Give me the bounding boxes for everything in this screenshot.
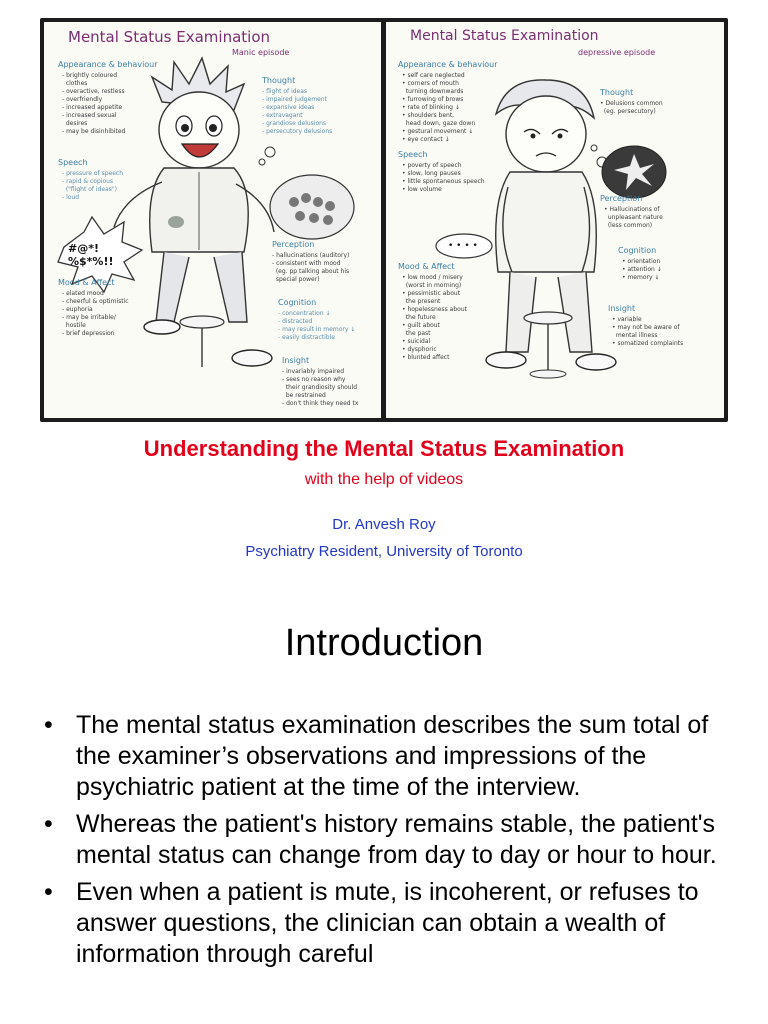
manic-cognition-heading: Cognition: [278, 298, 317, 307]
depressive-insight-notes: • variable • may not be aware of mental illness • somatized complaints: [612, 316, 684, 347]
bullet-dot-icon: •: [44, 810, 53, 838]
depressive-appearance-heading: Appearance & behaviour: [398, 60, 498, 69]
manic-appearance-heading: Appearance & behaviour: [58, 60, 158, 69]
manic-page-title: Mental Status Examination: [68, 28, 271, 46]
bullet-text: The mental status examination describes the sum total of the examiner’s observations and impressions of the psychiatric patient at the time of the interview.: [76, 711, 709, 801]
slide-title: Introduction: [284, 622, 484, 664]
manic-perception-heading: Perception: [272, 240, 315, 249]
depressive-speech-notes: • poverty of speech • slow, long pauses • little spontaneous speech • low volume: [402, 162, 485, 193]
depressive-perception-notes: • Hallucinations of unpleasant nature (less common): [604, 206, 663, 229]
author-name: Dr. Anvesh Roy: [332, 516, 436, 533]
manic-insight-notes: - invariably impaired - sees no reason why their grandiosity should be restrained - don't think they need tx: [282, 368, 359, 407]
depressive-cognition-heading: Cognition: [618, 246, 657, 255]
depressive-speech-heading: Speech: [398, 150, 428, 159]
manic-speech-heading: Speech: [58, 158, 88, 167]
presentation-title: Understanding the Mental Status Examination: [143, 436, 625, 461]
bullet-dot-icon: •: [44, 878, 53, 906]
depressive-insight-heading: Insight: [608, 304, 636, 313]
manic-appearance-notes: - brightly coloured clothes - overactive, restless - overfriendly - increased appetite - increased sexual desires - may be disinhibited: [62, 72, 126, 135]
manic-mood-heading: Mood & Affect: [58, 278, 115, 287]
depressive-page-subtitle: depressive episode: [578, 48, 656, 57]
author-affiliation: Psychiatry Resident, University of Toronto: [245, 543, 523, 560]
manic-thought-notes: - flight of ideas - impaired judgement - expansive ideas - extravagant - grandiose delusions - persecutory delusions: [262, 88, 333, 135]
depressive-page-title: Mental Status Examination: [410, 28, 599, 44]
manic-insight-heading: Insight: [282, 356, 310, 365]
bullet-list: [44, 710, 734, 976]
manic-cognition-notes: - concentration ↓ - distracted - may result in memory ↓ - easily distractible: [278, 310, 356, 341]
depressive-episode-page: [386, 22, 724, 418]
manic-bubble-text: #@*! %$*%!!: [68, 242, 114, 268]
manic-perception-notes: - hallucinations (auditory) - consistent with mood (eg. pp talking about his special power): [272, 252, 350, 283]
manic-mood-notes: - elated mood - cheerful & optimistic - euphoria - may be irritable/ hostile - brief depression: [62, 290, 129, 337]
depressive-cognition-notes: • orientation • attention ↓ • memory ↓: [622, 258, 662, 281]
depressive-mood-heading: Mood & Affect: [398, 262, 455, 271]
manic-episode-page: [44, 22, 381, 418]
manic-speech-notes: - pressure of speech - rapid & copious ("flight of ideas") - loud: [62, 170, 124, 201]
presentation-subtitle: with the help of videos: [304, 471, 464, 488]
bullet-text: Whereas the patient's history remains stable, the patient's mental status can change from day to day or hour to hour.: [76, 810, 717, 869]
manic-page-subtitle: Manic episode: [232, 48, 290, 57]
depressive-perception-heading: Perception: [600, 194, 643, 203]
bullet-item: [44, 877, 734, 970]
bullet-item: [44, 809, 734, 871]
bullet-text: Even when a patient is mute, is incoherent, or refuses to answer questions, the clinician can obtain a wealth of information through careful: [76, 878, 699, 968]
depressive-thought-notes: • Delusions common (eg. persecutory): [600, 100, 663, 115]
mse-sketch-illustration: [40, 18, 728, 422]
manic-thought-heading: Thought: [262, 76, 296, 85]
depressive-appearance-notes: • self care neglected • corners of mouth turning downwards • furrowing of brows • rate of blinking ↓ • shoulders bent, head down, gaze down • gestural movement ↓ • eye contact ↓: [402, 72, 476, 143]
depressive-thought-heading: Thought: [600, 88, 634, 97]
bullet-dot-icon: •: [44, 711, 53, 739]
bullet-item: [44, 710, 734, 803]
depressive-bubble-text: • • • •: [448, 241, 478, 251]
depressive-mood-notes: • low mood / misery (worst in morning) • pessimistic about the present • hopelessness about the future • guilt about the past • suicidal • dysphoric • blunted affect: [402, 274, 467, 361]
